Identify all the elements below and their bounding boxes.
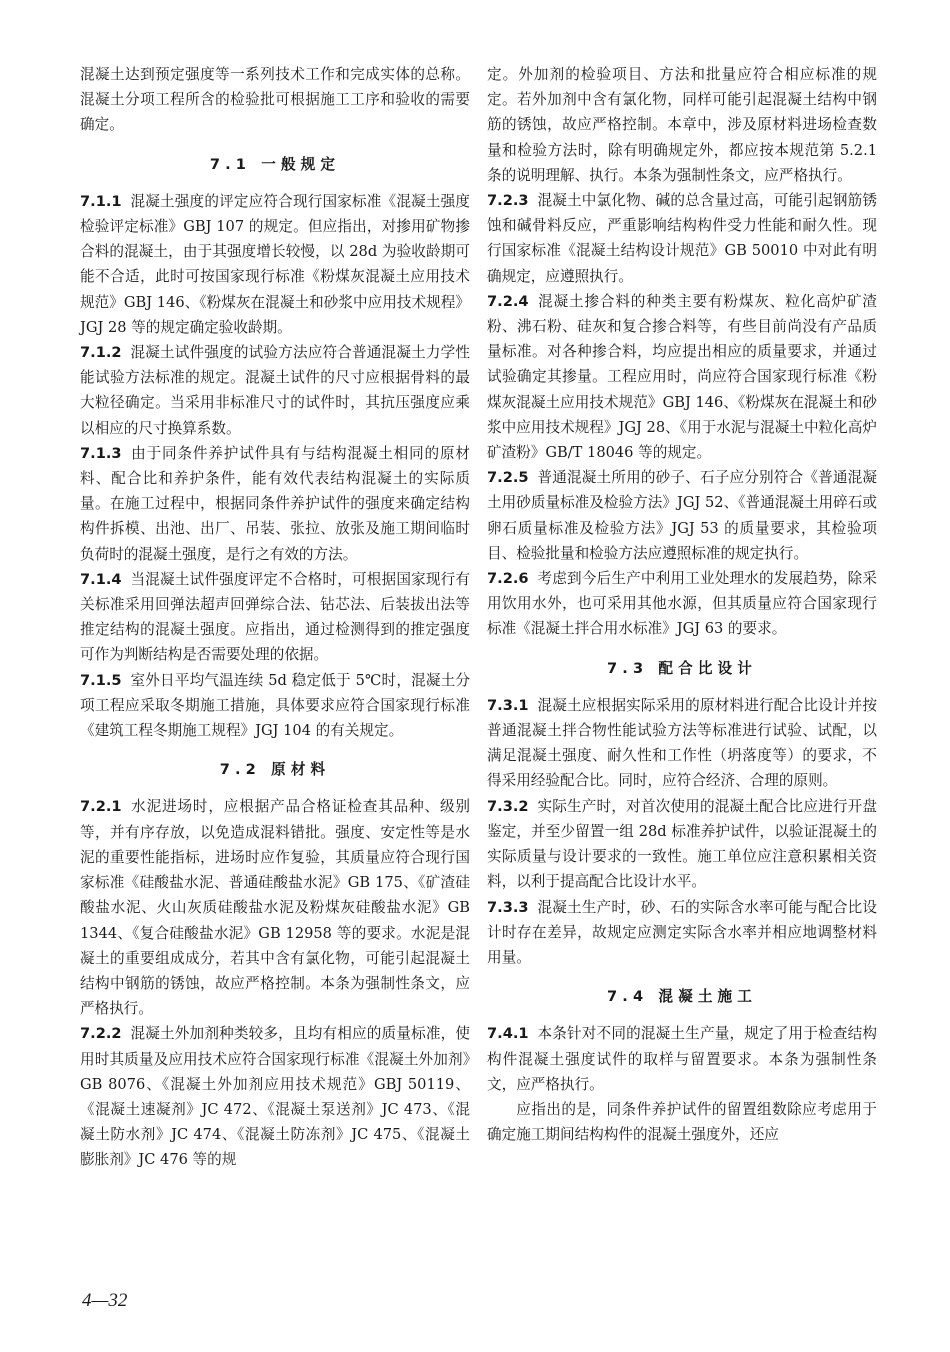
clause-text: 本条针对不同的混凝土生产量，规定了用于检查结构构件混凝土强度试件的取样与留置要求。本条为强制性条文，应严格执行。 (487, 1025, 877, 1093)
clause-text: 混凝土掺合料的种类主要有粉煤灰、粒化高炉矿渣粉、沸石粉、硅灰和复合掺合料等，有些目前尚没有产品质量标准。对各种掺合料，均应提出相应的质量要求，并通过试验确定其掺量。工程应用时，尚应符合国家现行标准《粉煤灰混凝土应用技术规范》GBJ 146、《粉煤灰在混凝土和砂浆中应用技术规程》JGJ 28、《用于水泥与混凝土中粒化高炉矿渣粉》GB/T 18046 等的规定。 (487, 292, 877, 462)
clause-text: 混凝土生产时，砂、石的实际含水率可能与配合比设计时存在差异，故规定应测定实际含水率并相应地调整材料用量。 (487, 898, 877, 966)
clause-text: 混凝土外加剂种类较多，且均有相应的质量标准，使用时其质量及应用技术应符合国家现行标准《混凝土外加剂》GB 8076、《混凝土外加剂应用技术规范》GBJ 50119、《混凝土速凝剂》JC 472、《混凝土泵送剂》JC 473、《混凝土防水剂》JC 474、《混凝土防冻剂》JC 475、《混凝土膨胀剂》JC 476 等的规 (80, 1025, 470, 1169)
right-column (487, 62, 877, 1147)
clause-number: 7.1.3 (80, 444, 122, 462)
clause-text: 普通混凝土所用的砂子、石子应分别符合《普通混凝土用砂质量标准及检验方法》JGJ 52、《普通混凝土用碎石或卵石质量标准及检验方法》JGJ 53 的质量要求，其检验项目、检验批量和检验方法应遵照标准的规定执行。 (487, 469, 877, 562)
clause-text: 混凝土强度的评定应符合现行国家标准《混凝土强度检验评定标准》GBJ 107 的规定。但应指出，对掺用矿物掺合料的混凝土，由于其强度增长较慢，以 28d 为验收龄期可能不合适，此时可按国家现行标准《粉煤灰混凝土应用技术规范》GBJ 146、《粉煤灰在混凝土和砂浆中应用技术规程》JGJ 28 等的规定确定验收龄期。 (80, 192, 470, 336)
clause-7-1-2 (80, 340, 470, 441)
clause-text: 混凝土中氯化物、碱的总含量过高，可能引起钢筋锈蚀和碱骨料反应，严重影响结构构件受力性能和耐久性。现行国家标准《混凝土结构设计规范》GB 50010 中对此有明确规定，应遵照执行。 (487, 192, 877, 285)
paragraph: 应指出的是，同条件养护试件的留置组数除应考虑用于确定施工期间结构构件的混凝土强度外，还应 (487, 1100, 877, 1144)
clause-number: 7.3.1 (487, 696, 529, 714)
clause-7-1-1 (80, 189, 470, 340)
clause-number: 7.1.4 (80, 570, 122, 588)
clause-number: 7.4.1 (487, 1025, 529, 1043)
clause-7-3-1 (487, 693, 877, 794)
section-heading: 7.1 一般规定 (209, 155, 341, 173)
clause-text: 由于同条件养护试件具有与结构混凝土相同的原材料、配合比和养护条件，能有效代表结构混凝土的实际质量。在施工过程中，根据同条件养护试件的强度来确定结构构件拆模、出池、出厂、吊装、张拉、放张及施工期间临时负荷时的混凝土强度，是行之有效的方法。 (80, 444, 470, 563)
page-number: 4—32 (82, 1290, 128, 1311)
clause-7-2-1 (80, 794, 470, 1021)
clause-7-2-4 (487, 289, 877, 465)
clause-7-2-3 (487, 188, 877, 289)
section-heading: 7.4 混凝土施工 (607, 988, 757, 1006)
clause-7-2-2 (80, 1021, 470, 1172)
left-column (80, 62, 470, 1173)
section-heading: 7.3 配合比设计 (607, 659, 757, 677)
clause-text: 考虑到今后生产中利用工业处理水的发展趋势，除采用饮用水外，也可采用其他水源，但其质量应符合国家现行标准《混凝土拌合用水标准》JGJ 63 的要求。 (487, 570, 877, 638)
clause-number: 7.2.5 (487, 469, 529, 487)
clause-number: 7.3.3 (487, 898, 529, 916)
clause-number: 7.1.5 (80, 671, 122, 689)
clause-text: 室外日平均气温连续 5d 稳定低于 5℃时，混凝土分项工程应采取冬期施工措施，具体要求应符合国家现行标准《建筑工程冬期施工规程》JGJ 104 的有关规定。 (80, 671, 470, 740)
clause-number: 7.2.4 (487, 292, 529, 310)
clause-number: 7.2.6 (487, 570, 529, 588)
clause-number: 7.2.2 (80, 1025, 122, 1043)
clause-number: 7.3.2 (487, 797, 529, 815)
clause-text: 混凝土试件强度的试验方法应符合普通混凝土力学性能试验方法标准的规定。混凝土试件的尺寸应根据骨料的最大粒径确定。当采用非标准尺寸的试件时，其抗压强度应乘以相应的尺寸换算系数。 (80, 344, 470, 437)
clause-7-1-4 (80, 567, 470, 668)
clause-7-2-6 (487, 566, 877, 642)
clause-7-2-5 (487, 465, 877, 566)
clause-7-1-5 (80, 668, 470, 744)
clause-text: 水泥进场时，应根据产品合格证检查其品种、级别等，并有序存放，以免造成混料错批。强度、安定性等是水泥的重要性能指标，进场时应作复验，其质量应符合现行国家标准《硅酸盐水泥、普通硅酸盐水泥》GB 175、《矿渣硅酸盐水泥、火山灰质硅酸盐水泥及粉煤灰硅酸盐水泥》GB 1344、《复合硅酸盐水泥》GB 12958 等的要求。水泥是混凝土的重要组成成分，若其中含有氯化物，可能引起混凝土结构中钢筋的锈蚀，故应严格控制。本条为强制性条文，应严格执行。 (80, 798, 470, 1018)
clause-number: 7.2.3 (487, 192, 529, 210)
clause-7-3-3 (487, 895, 877, 971)
clause-number: 7.1.1 (80, 192, 122, 210)
paragraph: 混凝土达到预定强度等一系列技术工作和完成实体的总称。混凝土分项工程所含的检验批可根据施工工序和验收的需要确定。 (80, 66, 470, 134)
clause-number: 7.2.1 (80, 798, 122, 816)
clause-7-3-2 (487, 794, 877, 895)
section-heading: 7.2 原材料 (219, 761, 331, 779)
clause-text: 实际生产时，对首次使用的混凝土配合比应进行开盘鉴定，并至少留置一组 28d 标准养护试件，以验证混凝土的实际质量与设计要求的一致性。施工单位应注意积累相关资料，以利于提高配合比设计水平。 (487, 797, 877, 891)
clause-text: 混凝土应根据实际采用的原材料进行配合比设计并按普通混凝土拌合物性能试验方法等标准进行试验、试配，以满足混凝土强度、耐久性和工作性（坍落度等）的要求，不得采用经验配合比。同时，应符合经济、合理的原则。 (487, 696, 877, 790)
clause-7-1-3 (80, 441, 470, 567)
clause-text: 当混凝土试件强度评定不合格时，可根据国家现行有关标准采用回弹法超声回弹综合法、钻芯法、后装拔出法等推定结构的混凝土强度。应指出，通过检测得到的推定强度可作为判断结构是否需要处理的依据。 (80, 570, 470, 664)
paragraph: 定。外加剂的检验项目、方法和批量应符合相应标准的规定。若外加剂中含有氯化物，同样可能引起混凝土结构中钢筋的锈蚀，故应严格控制。本章中，涉及原材料进场检查数量和检验方法时，除有明确规定外，都应按本规范第 5.2.1 条的说明理解、执行。本条为强制性条文，应严格执行。 (487, 66, 877, 184)
clause-number: 7.1.2 (80, 344, 122, 362)
clause-7-4-1 (487, 1021, 877, 1097)
